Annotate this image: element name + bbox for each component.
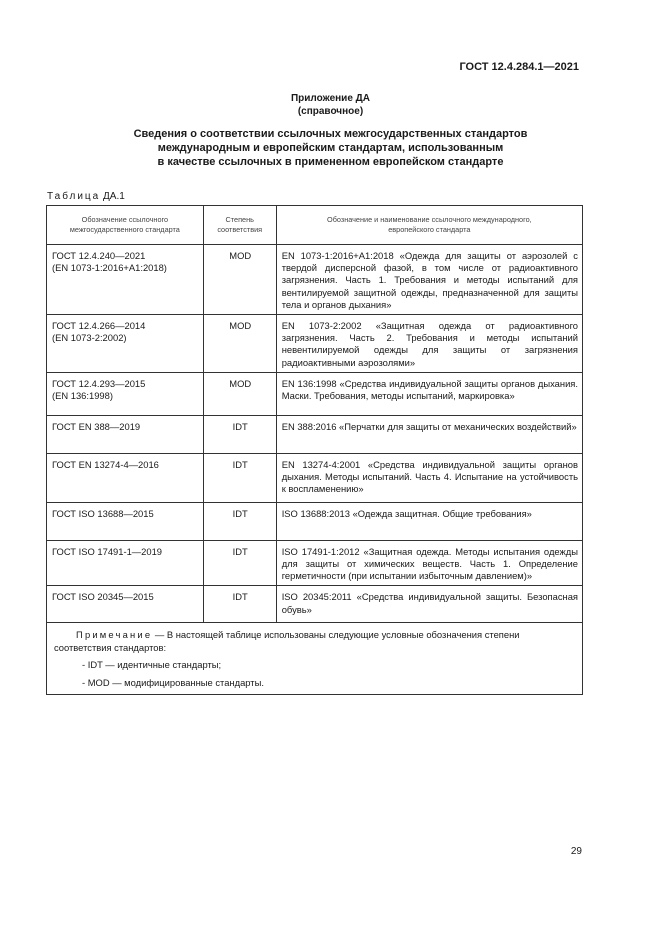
description-cell: EN 1073-1:2016+A1:2018 «Одежда для защиты от аэрозолей с твердой дисперсной фазой, в том числе от радиоактивного загрязнения. Часть 1. Требования и методы испытаний для вентилируемой защитной одежды, предназначенной для защиты тела и органов дыхания» xyxy=(276,245,582,315)
degree-cell: MOD xyxy=(203,315,276,373)
description-cell: ISO 17491-1:2012 «Защитная одежда. Методы испытания одежды для защиты от химических веществ. Часть 1. Определение герметичности (при испытании избыточным давлением)» xyxy=(276,540,582,586)
std-code: ГОСТ ISO 13688—2015 xyxy=(52,507,154,519)
std-code: ГОСТ EN 13274-4—2016 xyxy=(52,458,159,470)
std-code: ГОСТ 12.4.293—2015 xyxy=(52,377,146,389)
description-cell: EN 13274-4:2001 «Средства индивидуальной защиты органов дыхания. Методы испытаний. Часть 4. Испытание на устойчивость к воспламенению» xyxy=(276,453,582,502)
heading-line-1: Сведения о соответствии ссылочных межгосударственных стандартов xyxy=(133,128,528,140)
interstate-standard-cell xyxy=(47,586,204,623)
table-row xyxy=(47,315,583,373)
interstate-standard-cell xyxy=(47,453,204,502)
degree-cell: IDT xyxy=(203,453,276,502)
degree-cell: IDT xyxy=(203,586,276,623)
interstate-standard-cell xyxy=(47,372,204,415)
annex-title: Приложение ДА xyxy=(290,93,371,104)
degree-cell: IDT xyxy=(203,540,276,586)
std-code: ГОСТ 12.4.266—2014 xyxy=(52,320,146,332)
table-row xyxy=(47,586,583,623)
annex-title-block xyxy=(0,92,661,118)
description-cell: ISO 20345:2011 «Средства индивидуальной защиты. Безопасная обувь» xyxy=(276,586,582,623)
interstate-standard-cell xyxy=(47,540,204,586)
header-international-standard xyxy=(276,206,582,245)
header-text: Степень xyxy=(225,215,254,224)
interstate-standard-cell xyxy=(47,245,204,315)
description-cell: EN 136:1998 «Средства индивидуальной защиты органов дыхания. Маски. Требования, методы испытаний, маркировка» xyxy=(276,372,582,415)
table-note-row xyxy=(47,623,583,695)
table-row xyxy=(47,540,583,586)
note-item-idt: - IDT — идентичные стандарты; xyxy=(82,659,222,671)
table-note xyxy=(47,623,583,695)
note-label: Примечание xyxy=(76,629,153,641)
table-caption xyxy=(47,191,125,202)
description-cell: EN 388:2016 «Перчатки для защиты от механических воздействий» xyxy=(276,415,582,453)
degree-cell: MOD xyxy=(203,372,276,415)
note-item-mod: - MOD — модифицированные стандарты. xyxy=(82,676,264,688)
table-caption-word: Таблица xyxy=(47,191,101,202)
std-code: ГОСТ 12.4.240—2021 xyxy=(52,250,146,261)
note-paragraph xyxy=(54,629,575,654)
table-row xyxy=(47,245,583,315)
note-text: — В настоящей таблице использованы следующие условные обозначения степени соответствия стандартов: xyxy=(54,629,520,653)
std-code: ГОСТ ISO 20345—2015 xyxy=(52,591,154,603)
section-heading xyxy=(60,127,601,169)
table-row xyxy=(47,372,583,415)
std-ref: (EN 1073-2:2002) xyxy=(52,332,127,344)
heading-line-2: международным и европейским стандартам, использованным xyxy=(157,142,504,154)
std-ref: (EN 136:1998) xyxy=(52,390,113,402)
header-text: Обозначение и наименование ссылочного международного, xyxy=(327,215,532,224)
header-degree xyxy=(203,206,276,245)
correspondence-table xyxy=(46,205,583,695)
interstate-standard-cell xyxy=(47,315,204,373)
description-cell: ISO 13688:2013 «Одежда защитная. Общие требования» xyxy=(276,502,582,540)
header-text: европейского стандарта xyxy=(388,225,471,234)
description-cell: EN 1073-2:2002 «Защитная одежда от радиоактивного загрязнения. Часть 2. Требования и методы испытаний невентилируемой одежды для защиты от загрязнения радиоактивными аэрозолями» xyxy=(276,315,582,373)
std-ref: (EN 1073-1:2016+A1:2018) xyxy=(52,262,167,274)
header-text: межгосударственного стандарта xyxy=(69,225,180,234)
degree-cell: IDT xyxy=(203,502,276,540)
header-interstate-standard xyxy=(47,206,204,245)
std-code: ГОСТ ISO 17491-1—2019 xyxy=(52,545,163,557)
table-caption-id: ДА.1 xyxy=(103,191,125,202)
annex-subtitle: (справочное) xyxy=(297,106,364,117)
table-header-row xyxy=(47,206,583,245)
std-code: ГОСТ EN 388—2019 xyxy=(52,420,141,432)
table-row xyxy=(47,502,583,540)
standard-code: ГОСТ 12.4.284.1—2021 xyxy=(459,61,579,73)
interstate-standard-cell xyxy=(47,415,204,453)
degree-cell: MOD xyxy=(203,245,276,315)
degree-cell: IDT xyxy=(203,415,276,453)
header-text: соответствия xyxy=(217,225,263,234)
interstate-standard-cell xyxy=(47,502,204,540)
page-number: 29 xyxy=(570,846,582,857)
header-text: Обозначение ссылочного xyxy=(81,215,169,224)
table-row xyxy=(47,453,583,502)
heading-line-3: в качестве ссылочных в примененном европейском стандарте xyxy=(157,156,504,168)
table-row xyxy=(47,415,583,453)
